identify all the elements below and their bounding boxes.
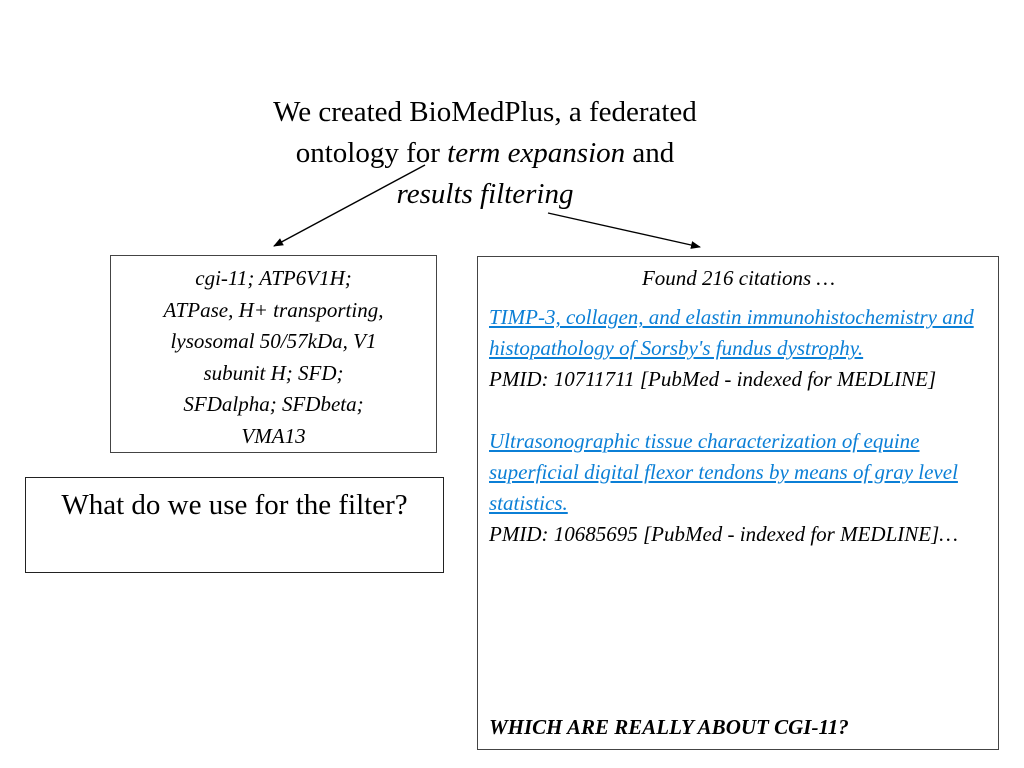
title-line-1: We created BioMedPlus, a federated — [273, 96, 697, 128]
arrow-to-results — [548, 213, 700, 247]
citation-link-1[interactable]: TIMP-3, collagen, and elastin immunohistochemistry and histopathology of Sorsby's fundus dystrophy. — [489, 305, 974, 360]
title-term-expansion: term expansion — [447, 137, 626, 169]
citation-pmid-2: PMID: 10685695 [PubMed - indexed for MEDLINE]… — [489, 522, 958, 546]
filter-question-box: What do we use for the filter? — [25, 477, 444, 573]
expanded-terms-box: cgi-11; ATP6V1H; ATPase, H+ transporting, lysosomal 50/57kDa, V1 subunit H; SFD; SFDalpha; SFDbeta; VMA13 — [110, 255, 437, 453]
search-results-box — [477, 256, 999, 750]
title-line-2-suffix: and — [625, 137, 675, 169]
citation-link-2[interactable]: Ultrasonographic tissue characterization of equine superficial digital flexor tendons by means of gray level statistics. — [489, 429, 958, 515]
results-count: Found 216 citations … — [641, 266, 836, 290]
citation-spacer — [489, 395, 988, 426]
title-results-filtering: results filtering — [396, 178, 574, 210]
arrow-to-terms — [274, 165, 425, 246]
results-question: WHICH ARE REALLY ABOUT CGI-11? — [489, 715, 849, 739]
citation-pmid-1: PMID: 10711711 [PubMed - indexed for MEDLINE] — [489, 367, 937, 391]
title-line-2-prefix: ontology for — [295, 137, 448, 169]
